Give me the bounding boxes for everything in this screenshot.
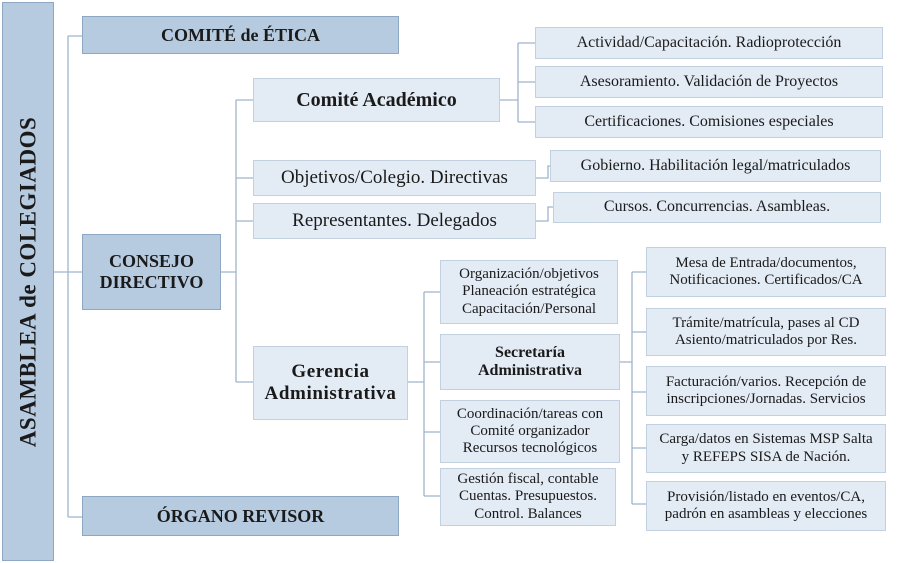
secretaria-administrativa-label: Secretaría Administrativa <box>478 343 582 379</box>
secretaria-item-label: Trámite/matrícula, pases al CD Asiento/matriculados por Res. <box>672 314 860 348</box>
comite-etica-label: COMITÉ de ÉTICA <box>160 24 321 45</box>
academico-item-label: Certificaciones. Comisiones especiales <box>584 112 834 130</box>
academico-item-1 <box>535 27 883 59</box>
consejo-directivo-box <box>82 234 221 310</box>
organizacion-label: Organización/objetivos Planeación estratégica Capacitación/Personal <box>459 266 599 317</box>
secretaria-item-label: Facturación/varios. Recepción de inscripciones/Jornadas. Servicios <box>665 373 867 407</box>
academico-item-3 <box>535 106 883 138</box>
representantes-detail-box <box>553 192 881 223</box>
objetivos-label: Objetivos/Colegio. Directivas <box>281 167 508 189</box>
objetivos-detail-box <box>550 150 881 182</box>
objetivos-detail-label: Gobierno. Habilitación legal/matriculados <box>580 156 851 174</box>
secretaria-item-2 <box>646 308 886 356</box>
organizacion-box <box>440 260 618 324</box>
comite-academico-label: Comité Académico <box>296 88 457 111</box>
secretaria-item-label: Provisión/listado en eventos/CA, padrón en asambleas y elecciones <box>664 488 868 522</box>
gerencia-administrativa-label: Gerencia Administrativa <box>264 361 397 404</box>
academico-item-label: Actividad/Capacitación. Radioprotección <box>576 33 842 51</box>
secretaria-item-1 <box>646 247 886 297</box>
gestion-fiscal-box <box>440 468 616 526</box>
secretaria-item-4 <box>646 424 886 473</box>
organo-revisor-label: ÓRGANO REVISOR <box>156 505 325 526</box>
secretaria-item-3 <box>646 366 886 416</box>
asamblea-colegiados-label: ASAMBLEA de COLEGIADOS <box>15 116 41 447</box>
representantes-box <box>253 203 536 239</box>
organo-revisor-box <box>82 496 399 536</box>
consejo-directivo-label: CONSEJO DIRECTIVO <box>99 251 204 292</box>
representantes-detail-label: Cursos. Concurrencias. Asambleas. <box>603 198 831 216</box>
gerencia-administrativa-box <box>253 346 408 420</box>
comite-academico-box <box>253 78 500 122</box>
secretaria-item-label: Carga/datos en Sistemas MSP Salta y REFEPS SISA de Nación. <box>659 431 873 465</box>
academico-item-2 <box>535 66 883 98</box>
gestion-fiscal-label: Gestión fiscal, contable Cuentas. Presupuestos. Control. Balances <box>457 471 599 522</box>
secretaria-item-label: Mesa de Entrada/documentos, Notificaciones. Certificados/CA <box>669 254 863 288</box>
representantes-label: Representantes. Delegados <box>292 210 497 232</box>
secretaria-administrativa-box <box>440 334 620 390</box>
objetivos-box <box>253 160 536 196</box>
academico-item-label: Asesoramiento. Validación de Proyectos <box>579 72 839 90</box>
coordinacion-box <box>440 400 620 463</box>
asamblea-colegiados-box <box>2 2 54 561</box>
secretaria-item-5 <box>646 481 886 531</box>
coordinacion-label: Coordinación/tareas con Comité organizador Recursos tecnológicos <box>456 405 604 457</box>
comite-etica-box <box>82 16 399 54</box>
